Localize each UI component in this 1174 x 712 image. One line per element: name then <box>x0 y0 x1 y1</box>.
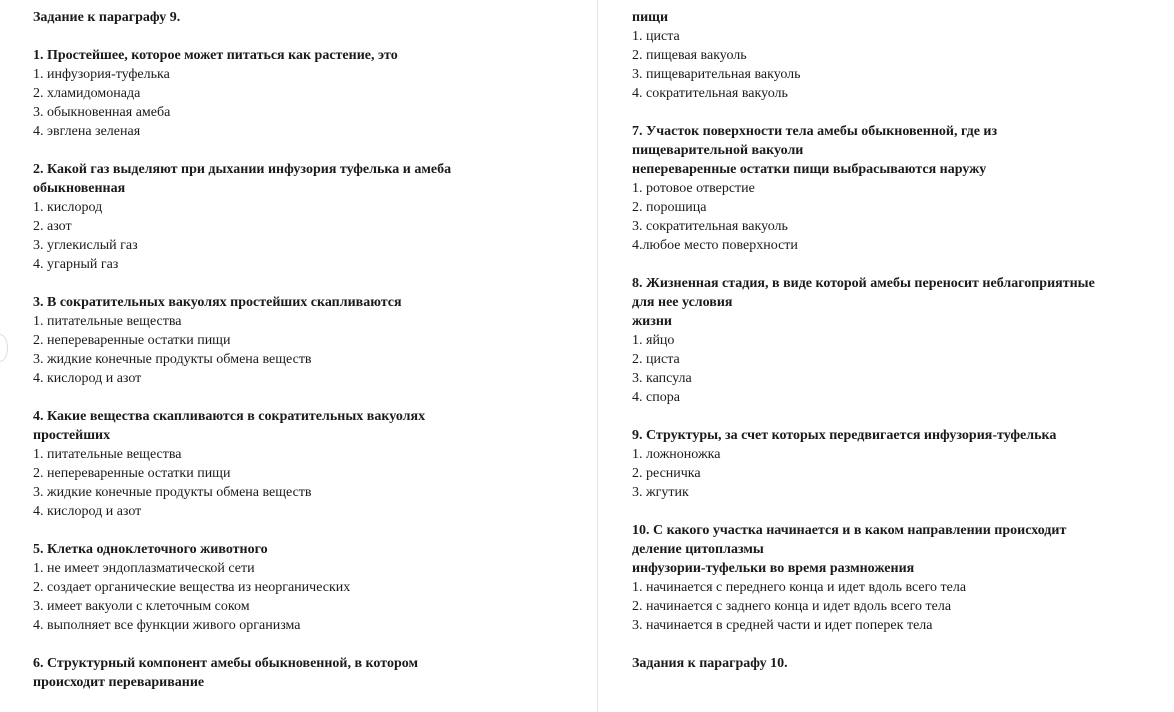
question-block <box>632 426 1167 502</box>
question-text: инфузории-туфельки во время размножения <box>632 561 915 576</box>
left-column <box>33 8 578 692</box>
answer-option: 1. начинается с переднего конца и идет вдоль всего тела <box>632 580 967 595</box>
answer-option: 3. начинается в средней части и идет поперек тела <box>632 618 933 633</box>
answer-option: 3. жидкие конечные продукты обмена веществ <box>33 352 312 367</box>
answer-option: 3. углекислый газ <box>33 238 138 253</box>
question-block <box>33 407 578 521</box>
answer-option: 2. циста <box>632 352 680 367</box>
question-text: Задания к параграфу 10. <box>632 656 788 671</box>
question-block <box>33 8 578 27</box>
question-text: 10. С какого участка начинается и в каком направлении происходит <box>632 523 1067 538</box>
question-text: 4. Какие вещества скапливаются в сократительных вакуолях <box>33 409 426 424</box>
question-text: обыкновенная <box>33 181 126 196</box>
question-block <box>33 654 578 692</box>
question-block <box>632 274 1167 407</box>
answer-option: 1. яйцо <box>632 333 675 348</box>
question-text: происходит переваривание <box>33 675 205 690</box>
answer-option: 2. порошица <box>632 200 707 215</box>
question-block <box>33 46 578 141</box>
answer-option: 1. питательные вещества <box>33 447 182 462</box>
question-text: 5. Клетка одноклеточного животного <box>33 542 268 557</box>
question-text: 6. Структурный компонент амебы обыкновенной, в котором <box>33 656 418 671</box>
answer-option: 4. спора <box>632 390 680 405</box>
page-edge-handle <box>0 334 8 362</box>
answer-option: 4. кислород и азот <box>33 371 142 386</box>
question-text: 7. Участок поверхности тела амебы обыкновенной, где из <box>632 124 998 139</box>
answer-option: 1. инфузория-туфелька <box>33 67 170 82</box>
question-block <box>33 293 578 388</box>
answer-option: 2. непереваренные остатки пищи <box>33 333 231 348</box>
answer-option: 3. обыкновенная амеба <box>33 105 171 120</box>
question-text: 1. Простейшее, которое может питаться как растение, это <box>33 48 398 63</box>
answer-option: 3. капсула <box>632 371 692 386</box>
question-block <box>632 654 1167 673</box>
answer-option: 4.любое место поверхности <box>632 238 798 253</box>
answer-option: 3. сократительная вакуоль <box>632 219 788 234</box>
answer-option: 2. азот <box>33 219 72 234</box>
answer-option: 4. эвглена зеленая <box>33 124 141 139</box>
answer-option: 1. ротовое отверстие <box>632 181 755 196</box>
question-text: простейших <box>33 428 111 443</box>
question-text: Задание к параграфу 9. <box>33 10 181 25</box>
answer-option: 1. кислород <box>33 200 103 215</box>
answer-option: 2. начинается с заднего конца и идет вдоль всего тела <box>632 599 952 614</box>
question-block <box>632 122 1167 255</box>
answer-option: 2. непереваренные остатки пищи <box>33 466 231 481</box>
question-text: 2. Какой газ выделяют при дыхании инфузория туфелька и амеба <box>33 162 452 177</box>
question-block <box>632 521 1167 635</box>
question-text: непереваренные остатки пищи выбрасываются наружу <box>632 162 987 177</box>
question-text: жизни <box>632 314 672 329</box>
answer-option: 1. питательные вещества <box>33 314 182 329</box>
answer-option: 2. пищевая вакуоль <box>632 48 747 63</box>
question-text: 9. Структуры, за счет которых передвигается инфузория-туфелька <box>632 428 1057 443</box>
right-column <box>632 8 1167 673</box>
answer-option: 3. пищеварительная вакуоль <box>632 67 801 82</box>
question-text: 3. В сократительных вакуолях простейших скапливаются <box>33 295 402 310</box>
answer-option: 4. угарный газ <box>33 257 119 272</box>
question-text: для нее условия <box>632 295 733 310</box>
answer-option: 3. имеет вакуоли с клеточным соком <box>33 599 250 614</box>
question-text: деление цитоплазмы <box>632 542 764 557</box>
answer-option: 1. циста <box>632 29 680 44</box>
question-block <box>33 540 578 635</box>
answer-option: 3. жгутик <box>632 485 689 500</box>
answer-option: 3. жидкие конечные продукты обмена веществ <box>33 485 312 500</box>
question-block <box>33 160 578 274</box>
question-block <box>632 8 1167 103</box>
answer-option: 2. хламидомонада <box>33 86 141 101</box>
question-text: пищи <box>632 10 669 25</box>
answer-option: 1. ложноножка <box>632 447 721 462</box>
question-text: пищеварительной вакуоли <box>632 143 804 158</box>
answer-option: 4. кислород и азот <box>33 504 142 519</box>
answer-option: 2. ресничка <box>632 466 701 481</box>
column-divider <box>597 0 598 712</box>
answer-option: 4. сократительная вакуоль <box>632 86 788 101</box>
answer-option: 4. выполняет все функции живого организма <box>33 618 301 633</box>
answer-option: 1. не имеет эндоплазматической сети <box>33 561 255 576</box>
question-text: 8. Жизненная стадия, в виде которой амебы переносит неблагоприятные <box>632 276 1095 291</box>
answer-option: 2. создает органические вещества из неорганических <box>33 580 351 595</box>
